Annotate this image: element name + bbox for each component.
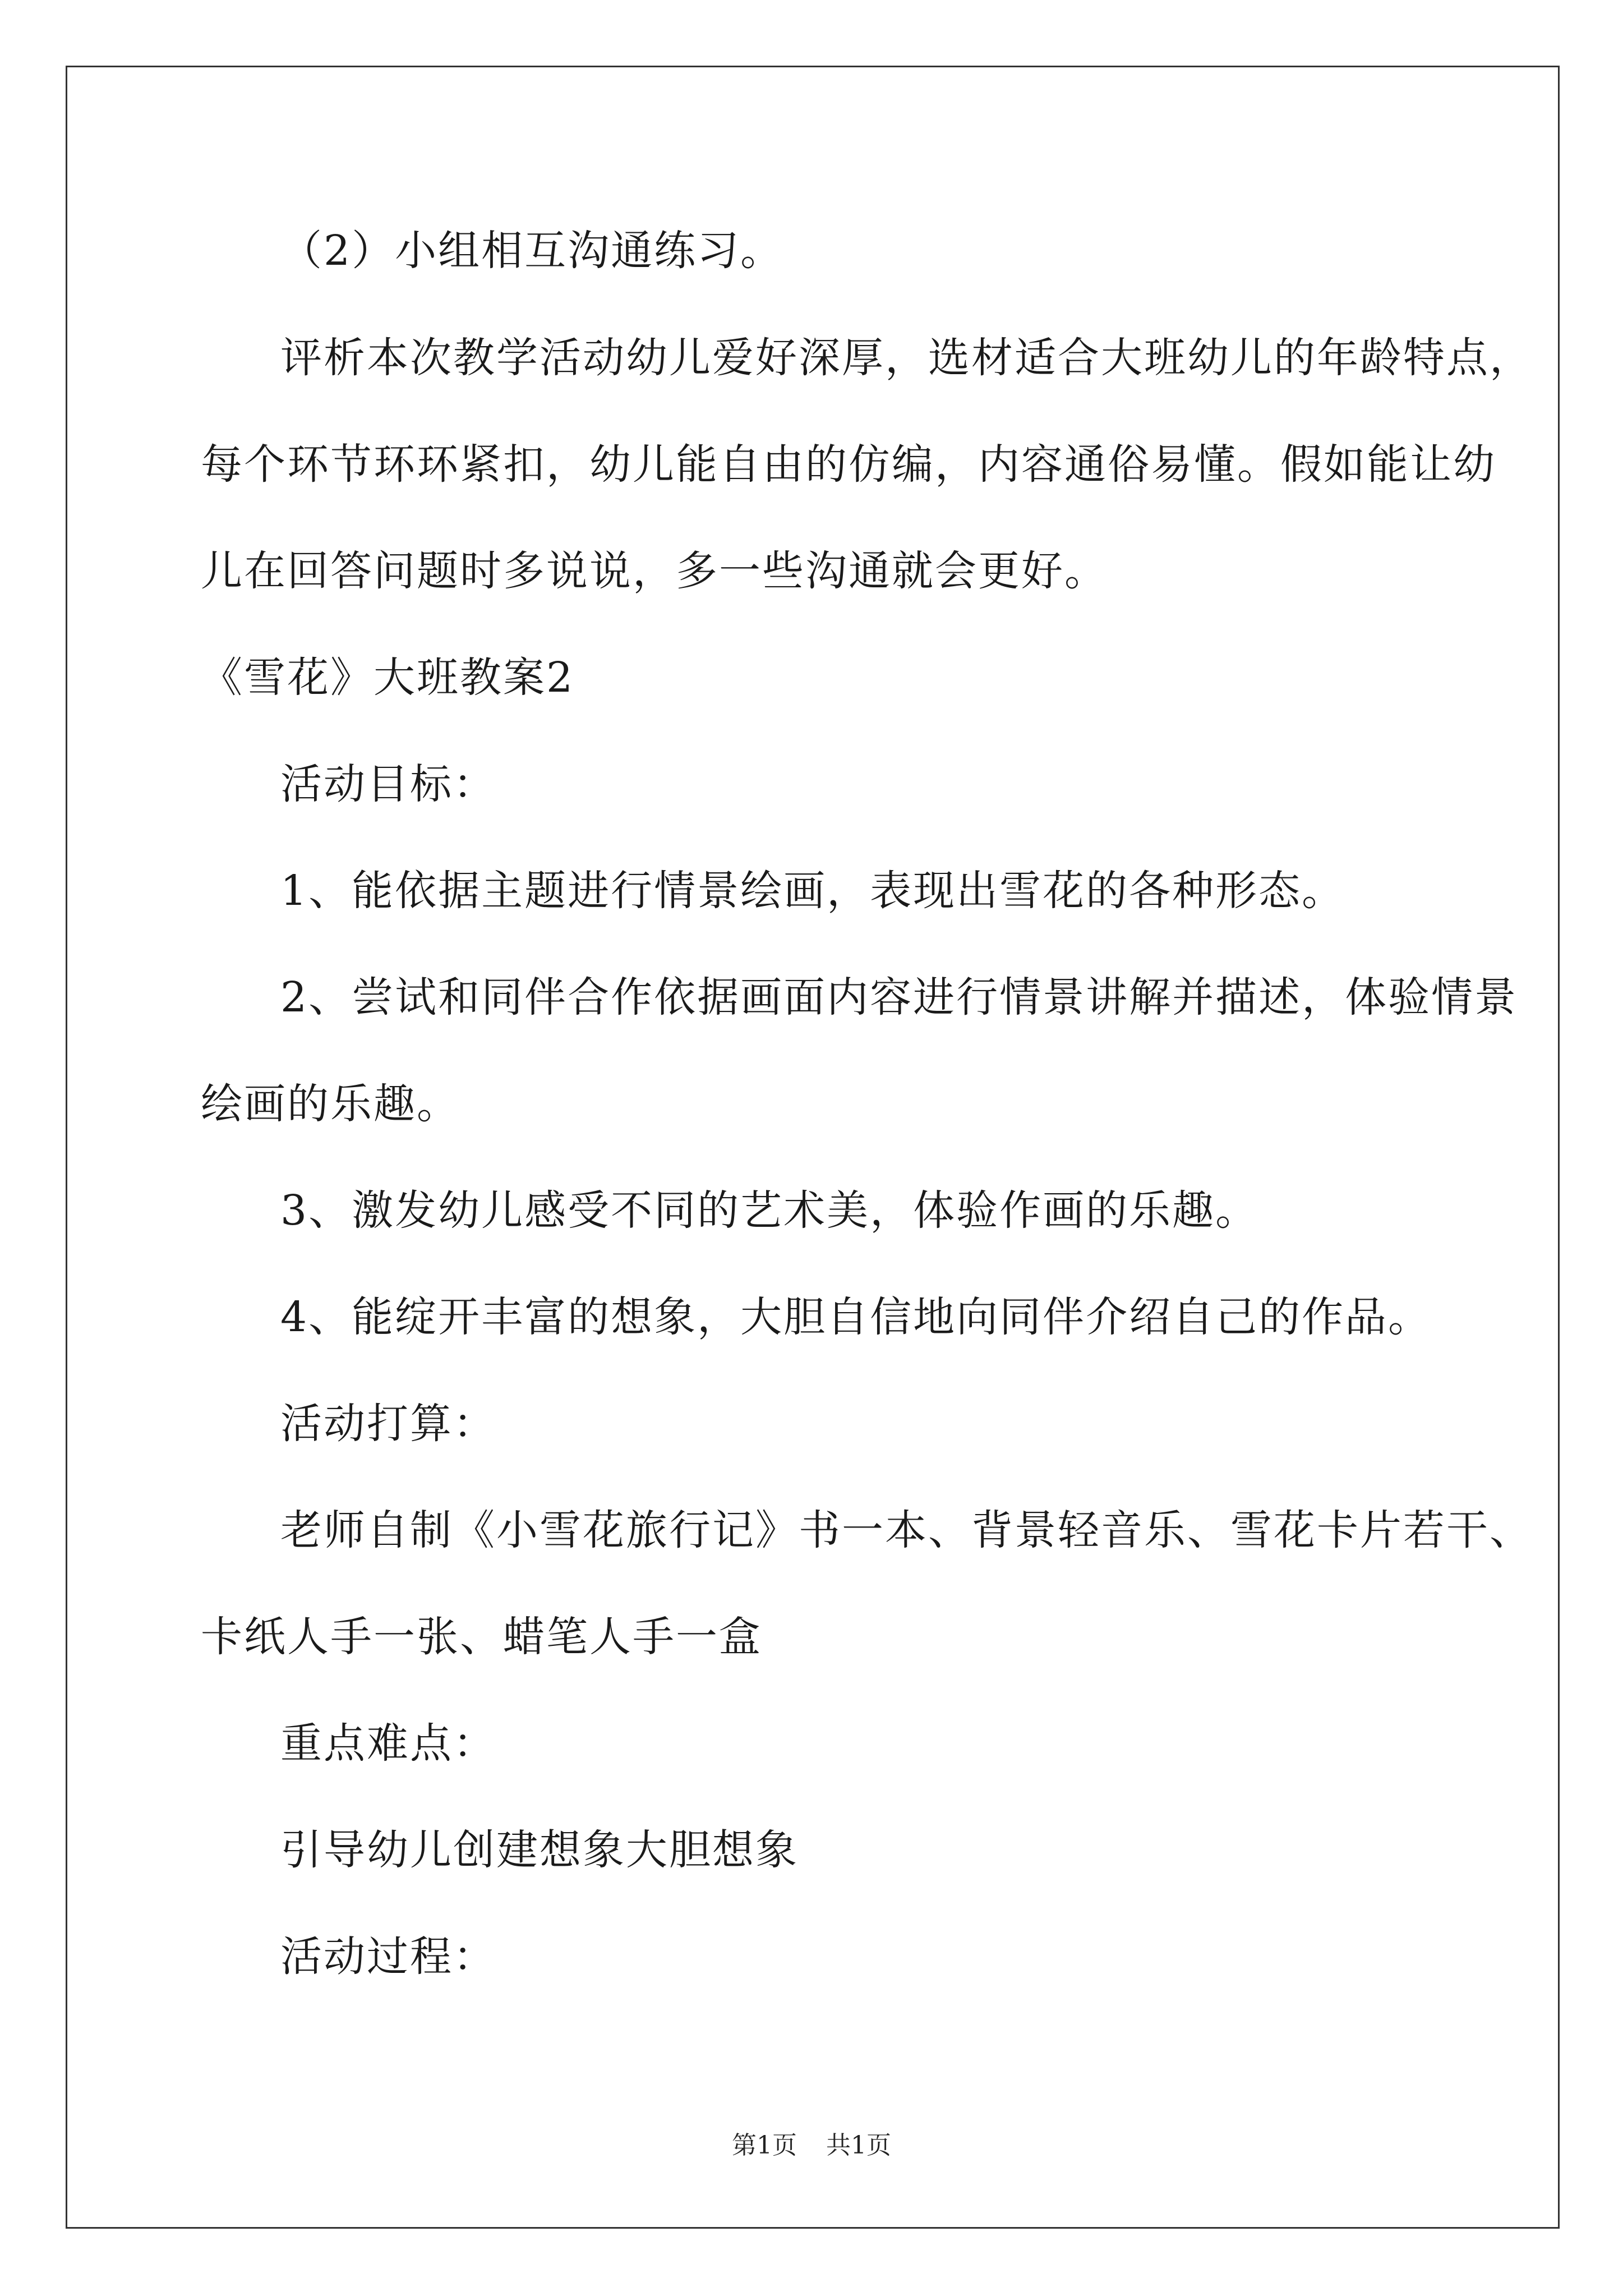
page-border: [66, 66, 1560, 2229]
paragraph-line: 重点难点：: [280, 1719, 496, 1768]
paragraph-line: 活动目标：: [280, 760, 496, 808]
paragraph-line: 儿在回答问题时多说说，多一些沟通就会更好。: [201, 547, 1108, 595]
section-heading: 《雪花》大班教案2: [201, 654, 575, 702]
paragraph-line: 绘画的乐趣。: [201, 1080, 460, 1128]
paragraph-line: 2、尝试和同伴合作依据画面内容进行情景讲解并描述，体验情景: [280, 973, 1518, 1022]
page-footer: [0, 2129, 1623, 2162]
paragraph-line: 4、能绽开丰富的想象，大胆自信地向同伴介绍自己的作品。: [280, 1293, 1432, 1341]
paragraph-line: 老师自制《小雪花旅行记》书一本、背景轻音乐、雪花卡片若干、: [280, 1506, 1533, 1554]
paragraph-line: 引导幼儿创建想象大胆想象: [280, 1826, 799, 1874]
paragraph-line: 3、激发幼儿感受不同的艺术美，体验作画的乐趣。: [280, 1186, 1259, 1235]
paragraph-line: 卡纸人手一张、蜡笔人手一盒: [201, 1613, 762, 1661]
page-number-current: 第1页: [732, 2131, 797, 2160]
paragraph-line: 每个环节环环紧扣，幼儿能自由的仿编，内容通俗易懂。假如能让幼: [201, 440, 1496, 489]
page-number-total: 共1页: [826, 2131, 891, 2160]
paragraph-line: 活动打算：: [280, 1400, 496, 1448]
paragraph-line: 活动过程：: [280, 1932, 496, 1981]
paragraph-line: 1、能依据主题进行情景绘画，表现出雪花的各种形态。: [280, 867, 1345, 915]
paragraph-line: （2）小组相互沟通练习。: [280, 227, 784, 275]
paragraph-line: 评析本次教学活动幼儿爱好深厚，选材适合大班幼儿的年龄特点，: [280, 334, 1533, 382]
